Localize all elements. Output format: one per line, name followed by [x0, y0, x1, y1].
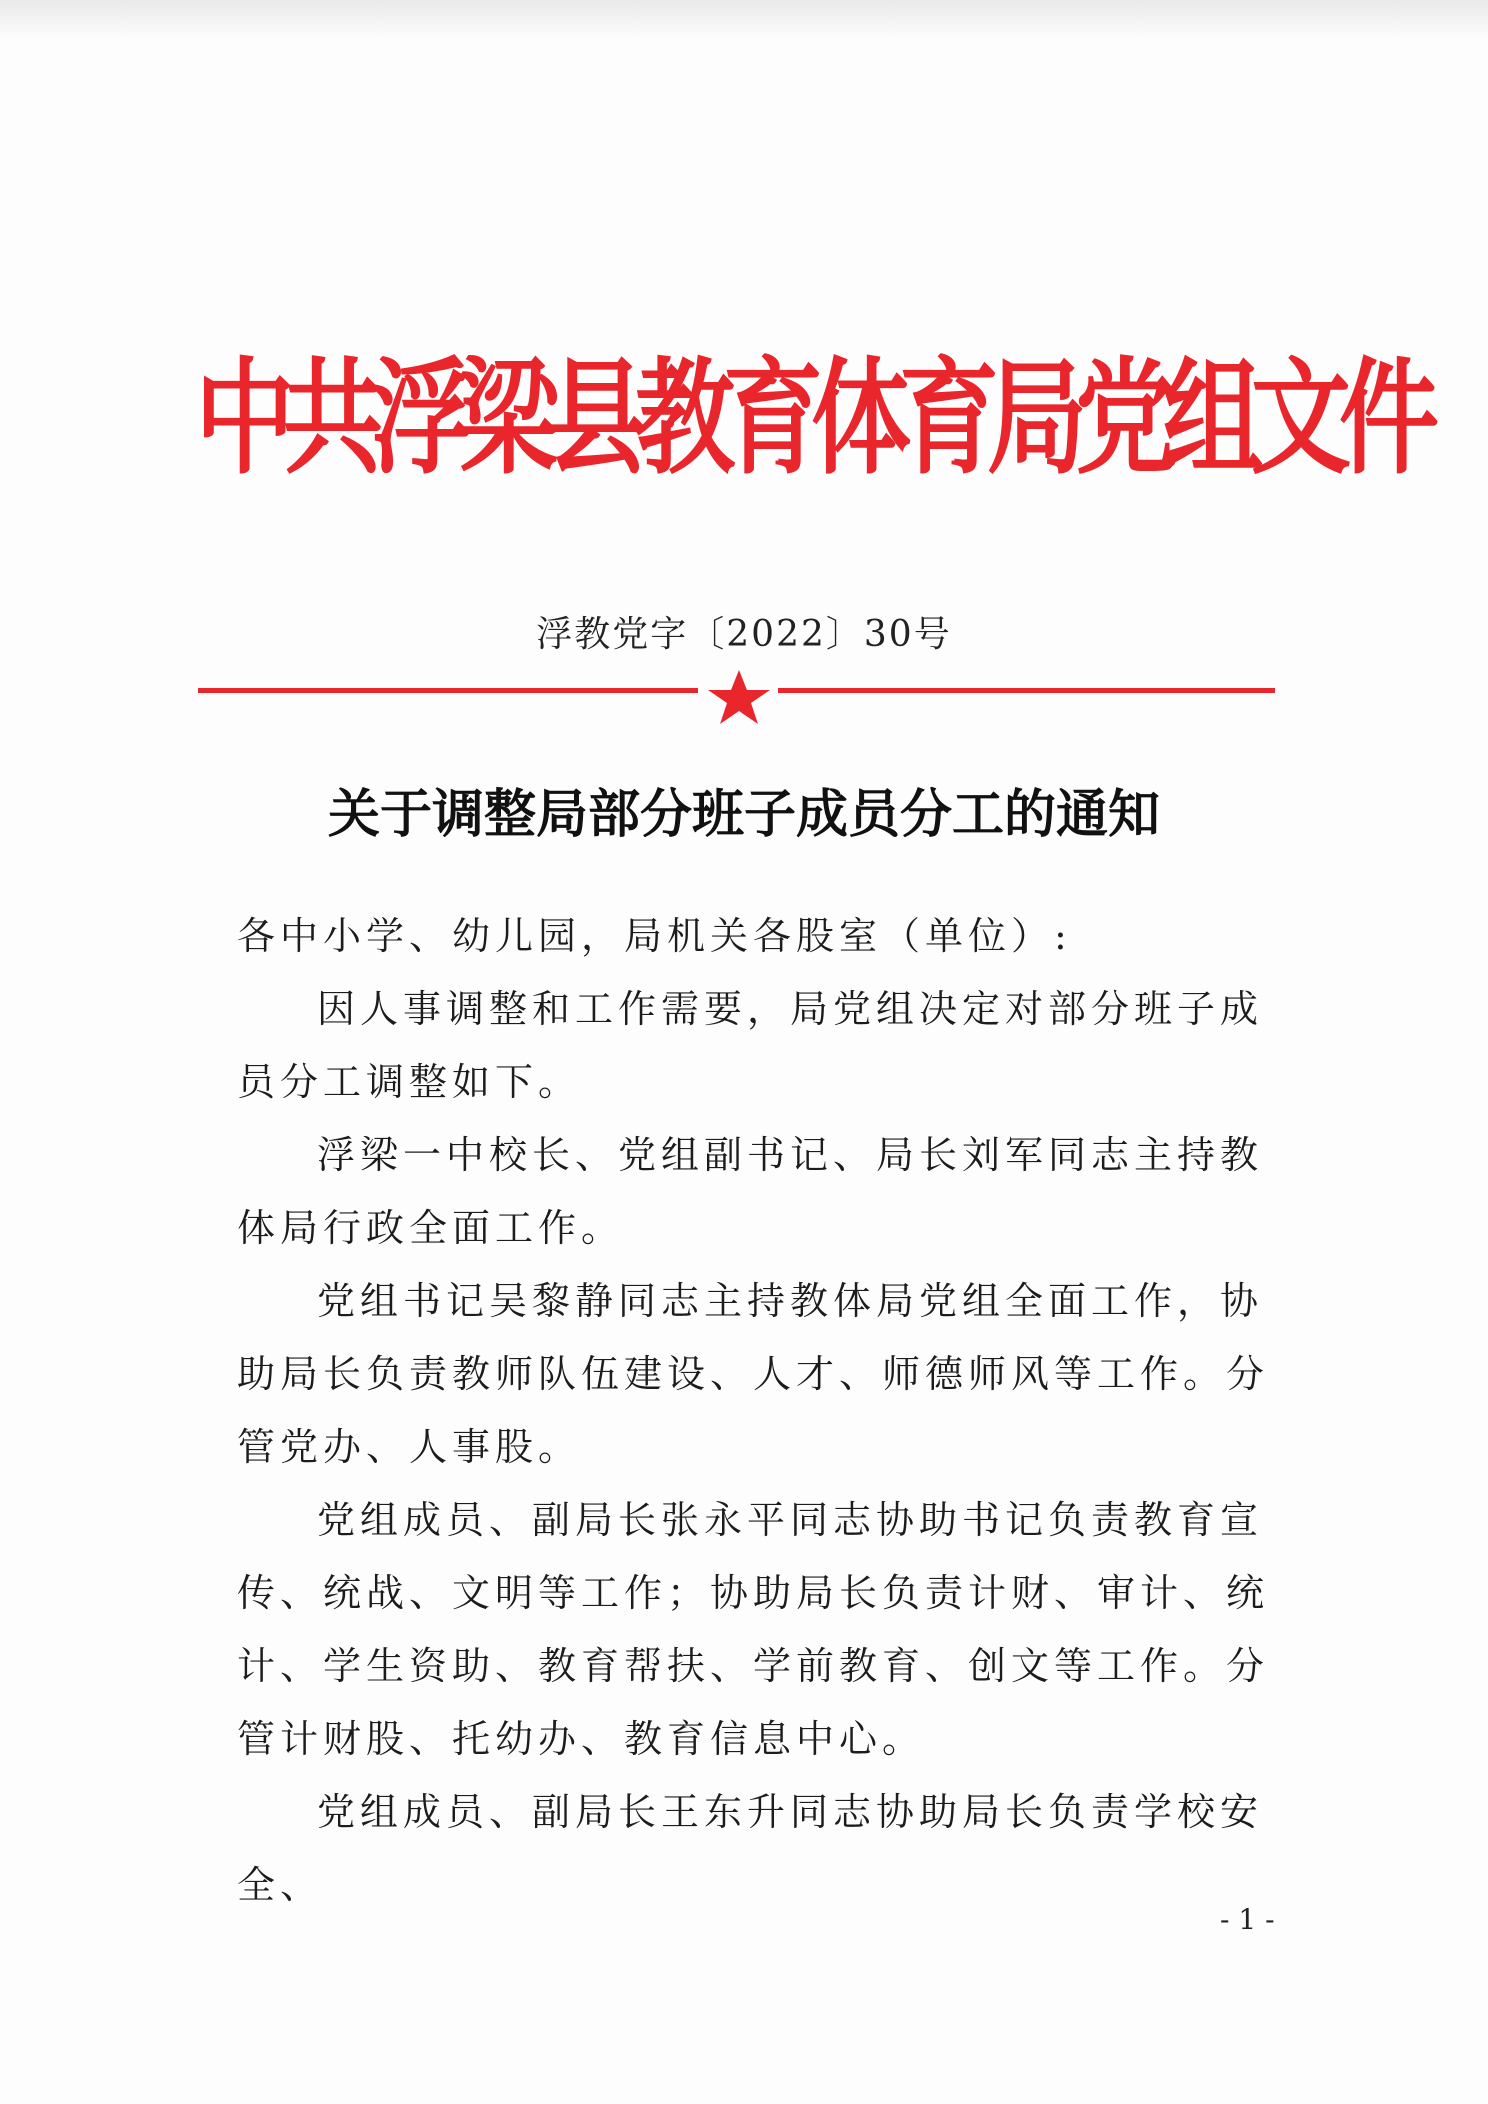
page-number: - 1 -: [1220, 1903, 1275, 1936]
red-divider-right: [778, 688, 1275, 693]
body-paragraph-1: 因人事调整和工作需要，局党组决定对部分班子成员分工调整如下。: [237, 987, 1264, 1104]
body-paragraph-3: 党组书记吴黎静同志主持教体局党组全面工作，协助局长负责教师队伍建设、人才、师德师风等工作。分管党办、人事股。: [237, 1279, 1270, 1469]
notice-title: 关于调整局部分班子成员分工的通知: [327, 784, 1160, 845]
document-body: [237, 900, 1277, 1922]
salutation: 各中小学、幼儿园，局机关各股室（单位）:: [237, 914, 1072, 958]
body-paragraph-5: 党组成员、副局长王东升同志协助局长负责学校安全、: [237, 1790, 1264, 1907]
body-paragraph-4: 党组成员、副局长张永平同志协助书记负责教育宣传、统战、文明等工作；协助局长负责计财、审计、统计、学生资助、教育帮扶、学前教育、创文等工作。分管计财股、托幼办、教育信息中心。: [237, 1498, 1270, 1761]
red-divider-left: [198, 688, 698, 693]
document-number: 浮教党字〔2022〕30号: [536, 614, 952, 655]
star-shape: [708, 670, 770, 724]
scan-shadow: [0, 0, 1488, 40]
star-icon: [704, 668, 774, 726]
body-paragraph-2: 浮梁一中校长、党组副书记、局长刘军同志主持教体局行政全面工作。: [237, 1133, 1264, 1250]
document-header-title: 中共浮梁县教育体育局党组文件: [195, 343, 1427, 492]
